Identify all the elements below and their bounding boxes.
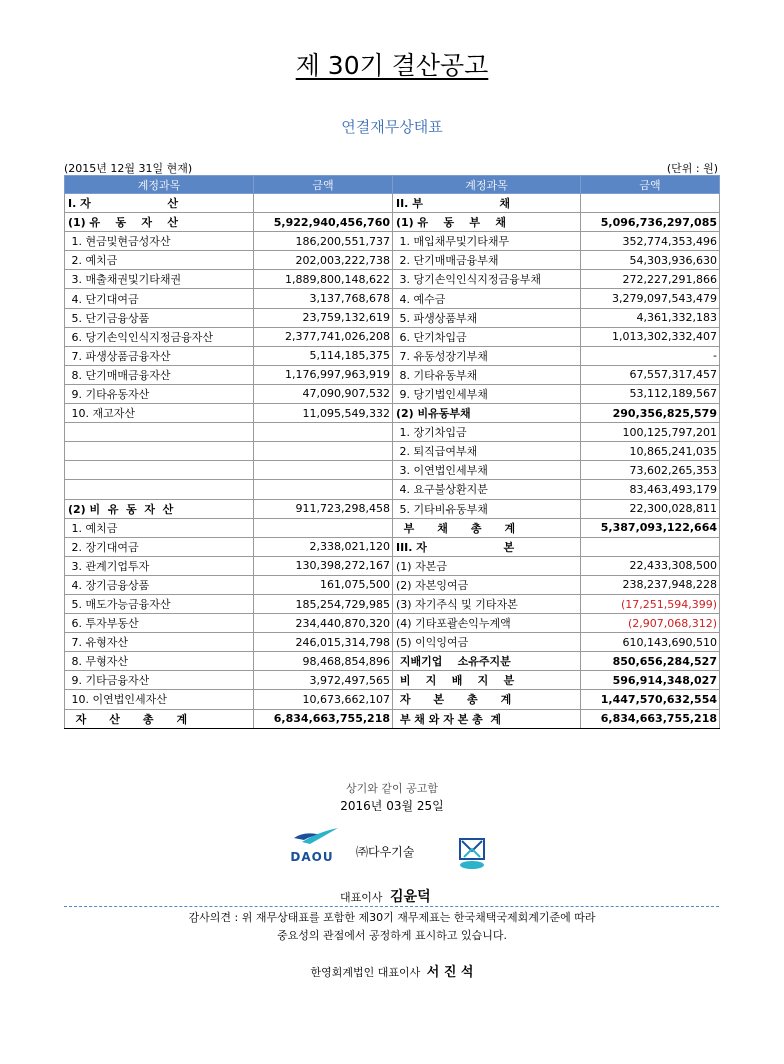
table-row	[65, 614, 720, 633]
account-name-cell: 7. 유동성장기부채	[393, 346, 581, 365]
amount-cell: 4,361,332,183	[581, 308, 720, 327]
account-name-cell	[65, 423, 254, 442]
notice-text: 상기와 같이 공고함	[345, 782, 438, 795]
amount-cell: 22,300,028,811	[581, 499, 720, 518]
amount-cell: 1,013,302,332,407	[581, 327, 720, 346]
amount-cell: 911,723,298,458	[254, 499, 393, 518]
amount-cell: 5,096,736,297,085	[581, 213, 720, 232]
svg-text:DAOU: DAOU	[290, 850, 334, 864]
table-row	[65, 594, 720, 613]
amount-cell: 2,338,021,120	[254, 537, 393, 556]
amount-cell: 234,440,870,320	[254, 614, 393, 633]
column-header: 계정과목	[65, 176, 254, 194]
account-name-cell: 3. 이연법인세부채	[393, 461, 581, 480]
amount-cell: 11,095,549,332	[254, 404, 393, 423]
account-name-cell: 5. 파생상품부채	[393, 308, 581, 327]
account-name-cell: 2. 장기대여금	[65, 537, 254, 556]
auditor-label: 한영회계법인 대표이사	[310, 966, 421, 979]
table-row	[65, 709, 720, 728]
amount-cell: 67,557,317,457	[581, 365, 720, 384]
account-name-cell: 10. 이연법인세자산	[65, 690, 254, 709]
amount-cell: 161,075,500	[254, 575, 393, 594]
amount-cell: -	[581, 346, 720, 365]
table-row	[65, 575, 720, 594]
account-name-cell: 7. 유형자산	[65, 633, 254, 652]
account-name-cell: 4. 장기금융상품	[65, 575, 254, 594]
account-name-cell: 3. 당기손익인식지정금융부채	[393, 270, 581, 289]
table-row	[65, 251, 720, 270]
account-name-cell: (2) 비유동부채	[393, 404, 581, 423]
account-name-cell: 4. 예수금	[393, 289, 581, 308]
account-name-cell: 2. 단기매매금융부채	[393, 251, 581, 270]
account-name-cell	[65, 442, 254, 461]
amount-cell	[254, 423, 393, 442]
account-name-cell: 9. 당기법인세부채	[393, 384, 581, 403]
amount-cell: 47,090,907,532	[254, 384, 393, 403]
account-name-cell: 6. 당기손익인식지정금융자산	[65, 327, 254, 346]
ceo-signature	[340, 886, 431, 906]
table-row	[65, 384, 720, 403]
account-name-cell: 자 본 총 계	[393, 690, 581, 709]
amount-cell	[254, 194, 393, 213]
audit-opinion-line2: 중요성의 관점에서 공정하게 표시하고 있습니다.	[276, 929, 507, 942]
account-name-cell: 6. 단기차입금	[393, 327, 581, 346]
auditor-name: 서 진 석	[426, 965, 474, 980]
amount-cell: 1,889,800,148,622	[254, 270, 393, 289]
amount-cell: 238,237,948,228	[581, 575, 720, 594]
amount-cell: 98,468,854,896	[254, 652, 393, 671]
account-name-cell: 7. 파생상품금융자산	[65, 346, 254, 365]
account-name-cell	[65, 480, 254, 499]
amount-cell: 10,673,662,107	[254, 690, 393, 709]
amount-cell: (17,251,594,399)	[581, 594, 720, 613]
account-name-cell: 5. 단기금융상품	[65, 308, 254, 327]
amount-cell: 272,227,291,866	[581, 270, 720, 289]
amount-cell: 5,387,093,122,664	[581, 518, 720, 537]
column-header: 금액	[254, 176, 393, 194]
notice-date: 2016년 03월 25일	[340, 799, 444, 813]
amount-cell: 596,914,348,027	[581, 671, 720, 690]
table-row	[65, 671, 720, 690]
account-name-cell: II. 부 채	[393, 194, 581, 213]
amount-cell: 202,003,222,738	[254, 251, 393, 270]
account-name-cell: 8. 단기매매금융자산	[65, 365, 254, 384]
account-name-cell: 1. 현금및현금성자산	[65, 232, 254, 251]
amount-cell: 83,463,493,179	[581, 480, 720, 499]
table-row	[65, 633, 720, 652]
table-row	[65, 270, 720, 289]
table-row	[65, 404, 720, 423]
amount-cell: 610,143,690,510	[581, 633, 720, 652]
amount-cell: 352,774,353,496	[581, 232, 720, 251]
account-name-cell: 9. 기타금융자산	[65, 671, 254, 690]
amount-cell: 3,279,097,543,479	[581, 289, 720, 308]
account-name-cell: 3. 관계기업투자	[65, 556, 254, 575]
ceo-label: 대표이사	[340, 891, 383, 904]
account-name-cell: 지배기업 소유주지분	[393, 652, 581, 671]
amount-cell	[581, 537, 720, 556]
table-row	[65, 518, 720, 537]
table-row	[65, 556, 720, 575]
amount-cell: 5,114,185,375	[254, 346, 393, 365]
amount-cell: 100,125,797,201	[581, 423, 720, 442]
audit-opinion-line1: 감사의견 : 위 재무상태표를 포함한 제30기 재무제표는 한국채택국제회계기준에 따라	[188, 911, 596, 924]
page-title: 제 30기 결산공고	[295, 51, 489, 80]
amount-cell: 1,447,570,632,554	[581, 690, 720, 709]
account-name-cell	[65, 461, 254, 480]
account-name-cell: 5. 매도가능금융자산	[65, 594, 254, 613]
amount-cell: 3,137,768,678	[254, 289, 393, 308]
account-name-cell: 5. 기타비유동부채	[393, 499, 581, 518]
account-name-cell: 1. 장기차입금	[393, 423, 581, 442]
table-row	[65, 194, 720, 213]
table-row	[65, 327, 720, 346]
amount-cell: 22,433,308,500	[581, 556, 720, 575]
account-name-cell: 9. 기타유동자산	[65, 384, 254, 403]
amount-cell	[254, 442, 393, 461]
account-name-cell: III. 자 본	[393, 537, 581, 556]
account-name-cell: (3) 자기주식 및 기타자본	[393, 594, 581, 613]
table-row	[65, 423, 720, 442]
account-name-cell: (2) 자본잉여금	[393, 575, 581, 594]
account-name-cell: 8. 기타유동부채	[393, 365, 581, 384]
account-name-cell: (5) 이익잉여금	[393, 633, 581, 652]
account-name-cell: 2. 퇴직급여부채	[393, 442, 581, 461]
table-row	[65, 365, 720, 384]
company-seal-icon	[457, 837, 487, 871]
account-name-cell: 6. 투자부동산	[65, 614, 254, 633]
account-name-cell: 1. 예치금	[65, 518, 254, 537]
account-name-cell: (1) 자본금	[393, 556, 581, 575]
auditor-signature	[0, 961, 784, 980]
table-row	[65, 537, 720, 556]
table-row	[65, 232, 720, 251]
amount-cell: 10,865,241,035	[581, 442, 720, 461]
account-name-cell: 2. 예치금	[65, 251, 254, 270]
account-name-cell: 8. 무형자산	[65, 652, 254, 671]
account-name-cell: (4) 기타포괄손익누계액	[393, 614, 581, 633]
company-name: ㈜다우기술	[356, 845, 415, 859]
amount-cell: 246,015,314,798	[254, 633, 393, 652]
amount-cell: (2,907,068,312)	[581, 614, 720, 633]
amount-cell	[581, 194, 720, 213]
amount-cell: 6,834,663,755,218	[254, 709, 393, 728]
account-name-cell: 1. 매입채무및기타채무	[393, 232, 581, 251]
ceo-name: 김윤덕	[390, 889, 431, 905]
amount-cell: 130,398,272,167	[254, 556, 393, 575]
account-name-cell: 10. 재고자산	[65, 404, 254, 423]
column-header: 금액	[581, 176, 720, 194]
amount-cell: 185,254,729,985	[254, 594, 393, 613]
table-row	[65, 652, 720, 671]
account-name-cell: I. 자 산	[65, 194, 254, 213]
account-name-cell: 4. 단기대여금	[65, 289, 254, 308]
amount-cell: 53,112,189,567	[581, 384, 720, 403]
table-row	[65, 289, 720, 308]
amount-cell: 186,200,551,737	[254, 232, 393, 251]
account-name-cell: (1) 유 동 부 채	[393, 213, 581, 232]
amount-cell: 850,656,284,527	[581, 652, 720, 671]
account-name-cell: 자 산 총 계	[65, 709, 254, 728]
table-row	[65, 308, 720, 327]
amount-cell: 3,972,497,565	[254, 671, 393, 690]
table-row	[65, 499, 720, 518]
column-header: 계정과목	[393, 176, 581, 194]
amount-cell	[254, 480, 393, 499]
divider	[64, 906, 719, 907]
account-name-cell: 4. 요구불상환지분	[393, 480, 581, 499]
account-name-cell: (2) 비 유 동 자 산	[65, 499, 254, 518]
table-row	[65, 213, 720, 232]
amount-cell: 73,602,265,353	[581, 461, 720, 480]
table-row	[65, 346, 720, 365]
account-name-cell: 부 채 와 자 본 총 계	[393, 709, 581, 728]
amount-cell: 23,759,132,619	[254, 308, 393, 327]
balance-sheet-table	[64, 175, 720, 729]
amount-cell: 1,176,997,963,919	[254, 365, 393, 384]
statement-title: 연결재무상태표	[341, 118, 443, 136]
amount-cell: 54,303,936,630	[581, 251, 720, 270]
as-of-date: (2015년 12월 31일 현재)	[64, 162, 193, 175]
account-name-cell: 부 채 총 계	[393, 518, 581, 537]
account-name-cell: 3. 매출채권및기타채권	[65, 270, 254, 289]
amount-cell: 290,356,825,579	[581, 404, 720, 423]
daou-logo	[280, 824, 344, 864]
account-name-cell: 비 지 배 지 분	[393, 671, 581, 690]
table-row	[65, 442, 720, 461]
table-row	[65, 480, 720, 499]
amount-cell: 6,834,663,755,218	[581, 709, 720, 728]
table-row	[65, 690, 720, 709]
amount-cell: 5,922,940,456,760	[254, 213, 393, 232]
amount-cell: 2,377,741,026,208	[254, 327, 393, 346]
unit-label: (단위 : 원)	[666, 162, 718, 175]
table-header-row	[65, 176, 720, 194]
account-name-cell: (1) 유 동 자 산	[65, 213, 254, 232]
amount-cell	[254, 518, 393, 537]
table-row	[65, 461, 720, 480]
amount-cell	[254, 461, 393, 480]
